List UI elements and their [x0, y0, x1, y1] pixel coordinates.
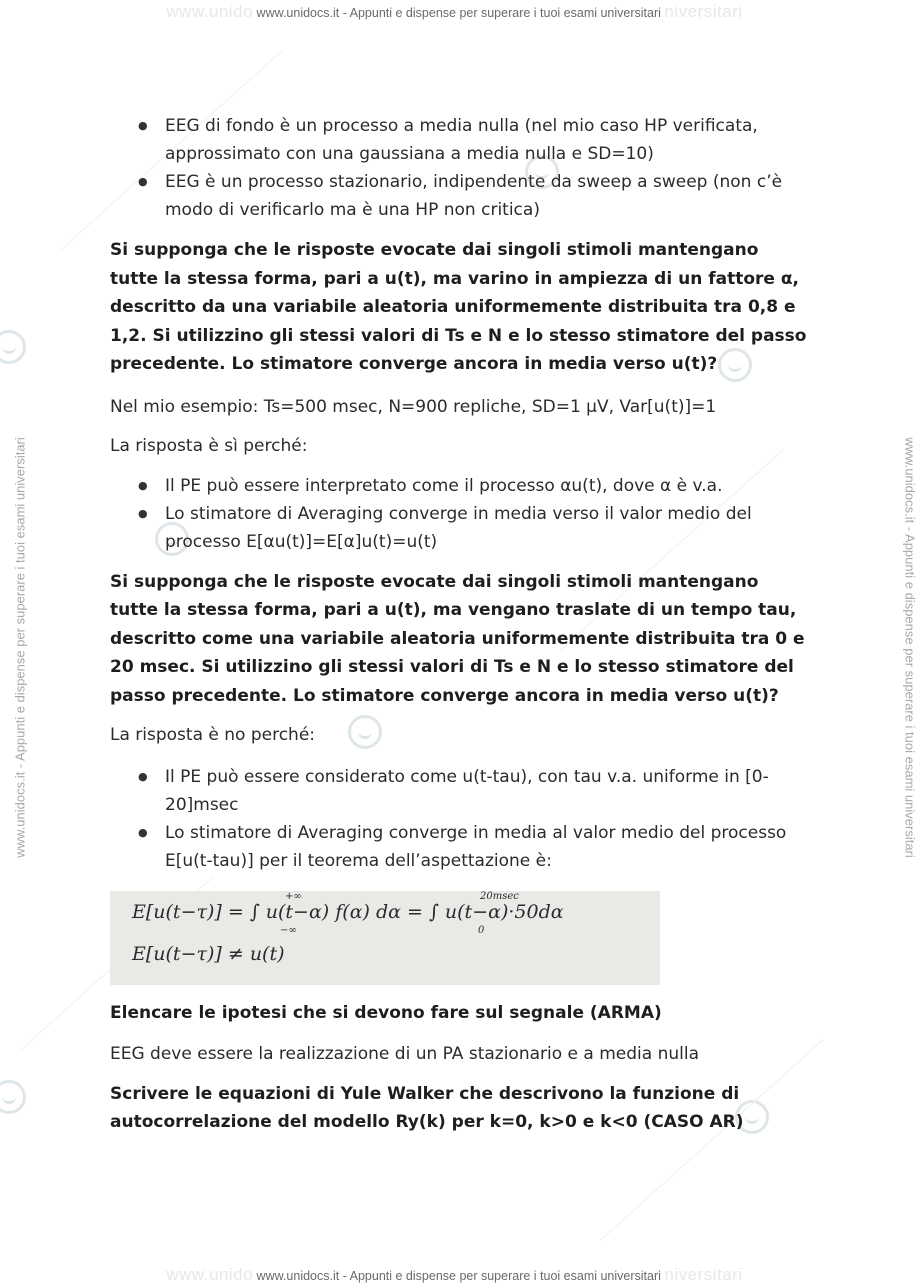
list-item: ● Il PE può essere considerato come u(t-tau), con tau v.a. uniforme in [0-20]msec	[110, 763, 810, 819]
answer-yes: La risposta è sì perché:	[110, 435, 308, 456]
list-item: ● Lo stimatore di Averaging converge in media al valor medio del processo E[u(t-tau)] per il teorema dell’aspettazione è:	[110, 819, 810, 875]
question-shift: Si supponga che le risposte evocate dai singoli stimoli mantengano tutte la stessa forma, pari a u(t), ma vengano traslate di un tempo tau, descritto come una variabile aleatoria uniformemente distribuita tra 0 e 20 msec. Si utilizzino gli stessi valori di Ts e N e lo stesso stimatore del passo precedente. Lo stimatore converge ancora in media verso u(t)?	[110, 571, 805, 706]
formula-upper-bound-1: +∞	[285, 891, 302, 902]
formula-lower-bound-2: 0	[478, 925, 485, 936]
example-paragraph: Nel mio esempio: Ts=500 msec, N=900 repliche, SD=1 µV, Var[u(t)]=1	[110, 396, 717, 417]
header-ghost-right: niversitari	[664, 2, 743, 21]
watermark-logo-icon	[0, 1080, 26, 1114]
formula-line-2: E[u(t−τ)] ≠ u(t)	[132, 943, 285, 965]
footer-text: www.unidocs.it - Appunti e dispense per superare i tuoi esami universitari	[256, 1269, 661, 1283]
handwritten-formula-image	[110, 891, 660, 985]
footer-ghost-right: niversitari	[664, 1265, 743, 1284]
question-arma-hypotheses: Elencare le ipotesi che si devono fare sul segnale (ARMA)	[110, 1003, 662, 1023]
bullet-list-answer-yes	[110, 472, 810, 556]
answer-arma: EEG deve essere la realizzazione di un PA stazionario e a media nulla	[110, 1043, 699, 1064]
document-body	[110, 112, 810, 1137]
side-watermark-right: www.unidocs.it - Appunti e dispense per superare i tuoi esami universitari	[902, 437, 918, 858]
formula-lower-bound-1: −∞	[280, 925, 297, 936]
list-item: ● Il PE può essere interpretato come il processo αu(t), dove α è v.a.	[110, 472, 810, 500]
list-item: ● EEG è un processo stazionario, indipendente da sweep a sweep (non c’è modo di verificarlo ma è una HP non critica)	[110, 168, 810, 224]
bullet-list-eeg	[110, 112, 810, 224]
bullet-list-answer-no	[110, 763, 810, 875]
page-footer	[0, 1265, 909, 1285]
header-ghost-left: www.unido	[166, 2, 254, 21]
formula-line-1: E[u(t−τ)] = ∫ u(t−α) f(α) dα = ∫ u(t−α)·50dα	[132, 901, 564, 923]
list-item: ● EEG di fondo è un processo a media nulla (nel mio caso HP verificata, approssimato con una gaussiana a media nulla e SD=10)	[110, 112, 810, 168]
formula-upper-bound-2: 20msec	[480, 891, 519, 902]
footer-ghost-left: www.unido	[166, 1265, 254, 1284]
question-amplitude: Si supponga che le risposte evocate dai singoli stimoli mantengano tutte la stessa forma, pari a u(t), ma varino in ampiezza di un fattore α, descritto da una variabile aleatoria uniformemente distribuita tra 0,8 e 1,2. Si utilizzino gli stessi valori di Ts e N e lo stesso stimatore del passo precedente. Lo stimatore converge ancora in media verso u(t)?	[110, 240, 807, 374]
side-watermark-left: www.unidocs.it - Appunti e dispense per superare i tuoi esami universitari	[12, 437, 28, 858]
list-item: ● Lo stimatore di Averaging converge in media verso il valor medio del processo E[αu(t)]=E[α]u(t)=u(t)	[110, 500, 810, 556]
page-header	[0, 2, 909, 22]
answer-no: La risposta è no perché:	[110, 725, 316, 745]
header-text: www.unidocs.it - Appunti e dispense per superare i tuoi esami universitari	[256, 6, 661, 20]
question-yule-walker: Scrivere le equazioni di Yule Walker che descrivono la funzione di autocorrelazione del modello Ry(k) per k=0, k>0 e k<0 (CASO AR)	[110, 1083, 744, 1132]
